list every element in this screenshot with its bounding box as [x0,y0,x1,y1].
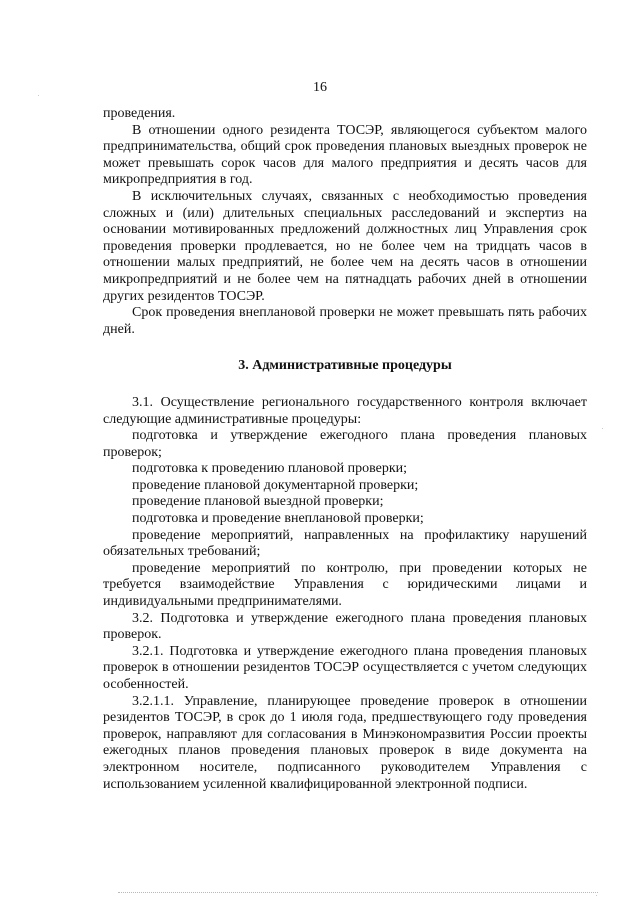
list-item: проведение плановой выездной проверки; [132,494,384,510]
page-number: 16 [313,80,327,95]
list-item: подготовка и проведение внеплановой проверки; [132,511,424,527]
paragraph-3-2-1-1: 3.2.1.1. Управление, планирующее проведение проверок в отношении резидентов ТОСЭР, в срок до 1 июля года, предшествующего году проведения проверок, направляют для согласования в Минэкономразвития России проекты ежегодных планов проведения плановых проверок в виде документа на электронном носителе, подписанного руководителем Управления с использованием усиленной квалифицированной электронной подписи. [103,693,587,792]
paragraph-unscheduled-term: Срок проведения внеплановой проверки не может превышать пять рабочих дней. [103,305,587,337]
paragraph-exceptional-cases: В исключительных случаях, связанных с необходимостью проведения сложных и (или) длительных специальных расследований и экспертиз на основании мотивированных предложений должностных лиц Управления срок проведения проверки продлевается, но не более чем на тридцать часов в отношении малых предприятий, не более чем на десять часов в отношении микропредприятий и не более чем на пятнадцать рабочих дней в отношении других резидентов ТОСЭР. [103,188,587,304]
paragraph-3-2-1: 3.2.1. Подготовка и утверждение ежегодного плана проведения плановых проверок в отношении резидентов ТОСЭР осуществляется с учетом следующих особенностей. [103,643,587,692]
document-body [103,106,587,793]
paragraph-3-2: 3.2. Подготовка и утверждение ежегодного плана проведения плановых проверок. [103,610,587,643]
section-heading: 3. Административные процедуры [238,358,452,374]
scan-speck [38,95,39,96]
paragraph-continuation: проведения. [103,106,176,121]
list-item: проведение мероприятий по контролю, при проведении которых не требуется взаимодействие Управления с юридическими лицами и индивидуальными предпринимателями. [103,560,587,610]
paragraph-small-business-term: В отношении одного резидента ТОСЭР, являющегося субъектом малого предпринимательства, общий срок проведения плановых выездных проверок не может превышать сорок часов для малого предприятия и десять часов для микропредприятия в год. [103,122,587,188]
list-item: подготовка и утверждение ежегодного плана проведения плановых проверок; [103,428,587,460]
paragraph-3-1: 3.1. Осуществление регионального государственного контроля включает следующие административные процедуры: [103,394,587,427]
scan-artifact-line [118,892,598,896]
list-item: проведение мероприятий, направленных на профилактику нарушений обязательных требований; [103,527,587,560]
list-item: проведение плановой документарной проверки; [132,477,419,493]
scan-speck [596,895,597,896]
list-item: подготовка к проведению плановой проверки; [132,461,408,477]
scan-speck [602,428,603,429]
